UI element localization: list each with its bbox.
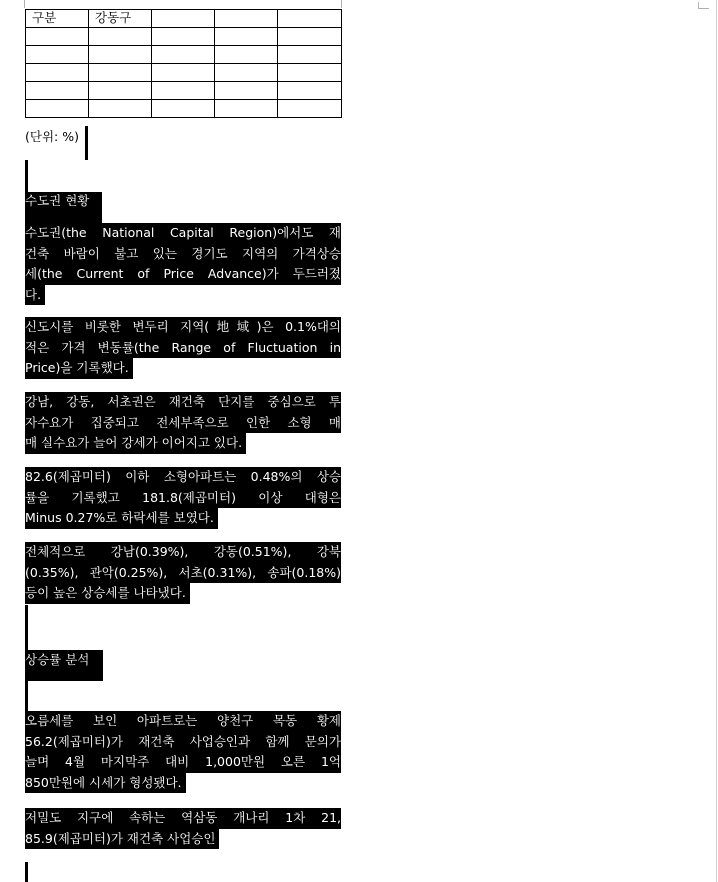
paragraph <box>25 808 341 849</box>
selection-bar <box>25 862 28 882</box>
unit-label: (단위: %) <box>25 129 79 144</box>
table-row <box>26 10 342 28</box>
paragraph-line: 850만원에 시세가 형성됐다. <box>25 773 186 794</box>
table-row <box>26 100 342 118</box>
table-cell[interactable] <box>278 100 342 118</box>
data-table <box>25 9 342 118</box>
paragraph-line: 자수요가 집중되고 전세부족으로 인한 소형 매 <box>25 413 341 434</box>
margin-guide-left <box>24 0 25 8</box>
table-row <box>26 28 342 46</box>
paragraph-line: 건축 바람이 불고 있는 경기도 지역의 가격상승 <box>25 244 341 265</box>
selection-bar <box>25 605 28 650</box>
table-cell[interactable] <box>152 100 215 118</box>
table-cell[interactable] <box>215 64 278 82</box>
section-heading: 상승률 분석 <box>25 650 103 681</box>
paragraph <box>25 542 341 604</box>
table-cell[interactable] <box>26 28 89 46</box>
paragraph-line: 저밀도 지구에 속하는 역삼동 개나리 1차 21, <box>25 808 341 829</box>
table-cell[interactable] <box>152 46 215 64</box>
table-cell[interactable] <box>26 100 89 118</box>
paragraph-line: 신도시를 비롯한 변두리 지역(地域)은 0.1%대의 <box>25 317 341 338</box>
paragraph <box>25 392 341 454</box>
table-cell[interactable] <box>152 64 215 82</box>
table-cell[interactable] <box>215 10 278 28</box>
table-cell[interactable] <box>152 10 215 28</box>
paragraph-line: 전체적으로 강남(0.39%), 강동(0.51%), 강북 <box>25 542 341 563</box>
paragraph-line: 수도권(the National Capital Region)에서도 재 <box>25 223 341 244</box>
table-cell[interactable] <box>278 82 342 100</box>
table-cell[interactable] <box>89 100 152 118</box>
selection-bar <box>25 681 28 711</box>
section-heading: 수도권 현황 <box>25 192 102 223</box>
table-row <box>26 46 342 64</box>
page-corner-mark <box>698 2 709 9</box>
margin-guide-right <box>341 0 342 8</box>
table-row <box>26 64 342 82</box>
paragraph <box>25 223 341 305</box>
paragraph-line: 오름세를 보인 아파트로는 양천구 목동 황제 <box>25 711 341 732</box>
table-cell[interactable] <box>89 28 152 46</box>
table-cell[interactable] <box>215 82 278 100</box>
table-cell[interactable]: 구분 <box>26 10 89 28</box>
table-cell[interactable]: 강동구 <box>89 10 152 28</box>
table-cell[interactable] <box>278 28 342 46</box>
paragraph-line: 매 실수요가 늘어 강세가 이어지고 있다. <box>25 433 246 454</box>
table-cell[interactable] <box>278 10 342 28</box>
paragraph-line: Minus 0.27%로 하락세를 보였다. <box>25 508 218 529</box>
table-row <box>26 82 342 100</box>
paragraph-line: 82.6(제곱미터) 이하 소형아파트는 0.48%의 상승 <box>25 467 341 488</box>
table-cell[interactable] <box>278 46 342 64</box>
paragraph <box>25 467 341 529</box>
table-cell[interactable] <box>89 82 152 100</box>
table-cell[interactable] <box>152 28 215 46</box>
paragraph-line: 늘며 4월 마지막주 대비 1,000만원 오른 1억 <box>25 752 341 773</box>
paragraph-line: 세(the Current of Price Advance)가 두드러졌 <box>25 264 341 285</box>
paragraph <box>25 317 341 379</box>
paragraph-line: 강남, 강동, 서초권은 재건축 단지를 중심으로 투 <box>25 392 341 413</box>
table-cell[interactable] <box>278 64 342 82</box>
paragraph <box>25 711 341 793</box>
table-cell[interactable] <box>215 100 278 118</box>
paragraph-line: Price)을 기록했다. <box>25 358 133 379</box>
paragraph-line: 56.2(제곱미터)가 재건축 사업승인과 함께 문의가 <box>25 732 341 753</box>
table-cell[interactable] <box>26 46 89 64</box>
table-cell[interactable] <box>215 28 278 46</box>
text-cursor <box>85 126 88 160</box>
paragraph-line: 등이 높은 상승세를 나타냈다. <box>25 583 190 604</box>
table-cell[interactable] <box>215 46 278 64</box>
paragraph-line: 85.9(제곱미터)가 재건축 사업승인 <box>25 829 219 850</box>
paragraph-line: (0.35%), 관악(0.25%), 서초(0.31%), 송파(0.18%) <box>25 563 341 584</box>
table-cell[interactable] <box>89 64 152 82</box>
paragraph-line: 다. <box>25 285 45 306</box>
table-cell[interactable] <box>152 82 215 100</box>
paragraph-line: 적은 가격 변동률(the Range of Fluctuation in <box>25 338 341 359</box>
paragraph-line: 률을 기록했고 181.8(제곱미터) 이상 대형은 <box>25 488 341 509</box>
table-cell[interactable] <box>26 64 89 82</box>
page-edge <box>716 0 717 882</box>
table-cell[interactable] <box>89 46 152 64</box>
selection-bar <box>25 160 28 192</box>
table-cell[interactable] <box>26 82 89 100</box>
